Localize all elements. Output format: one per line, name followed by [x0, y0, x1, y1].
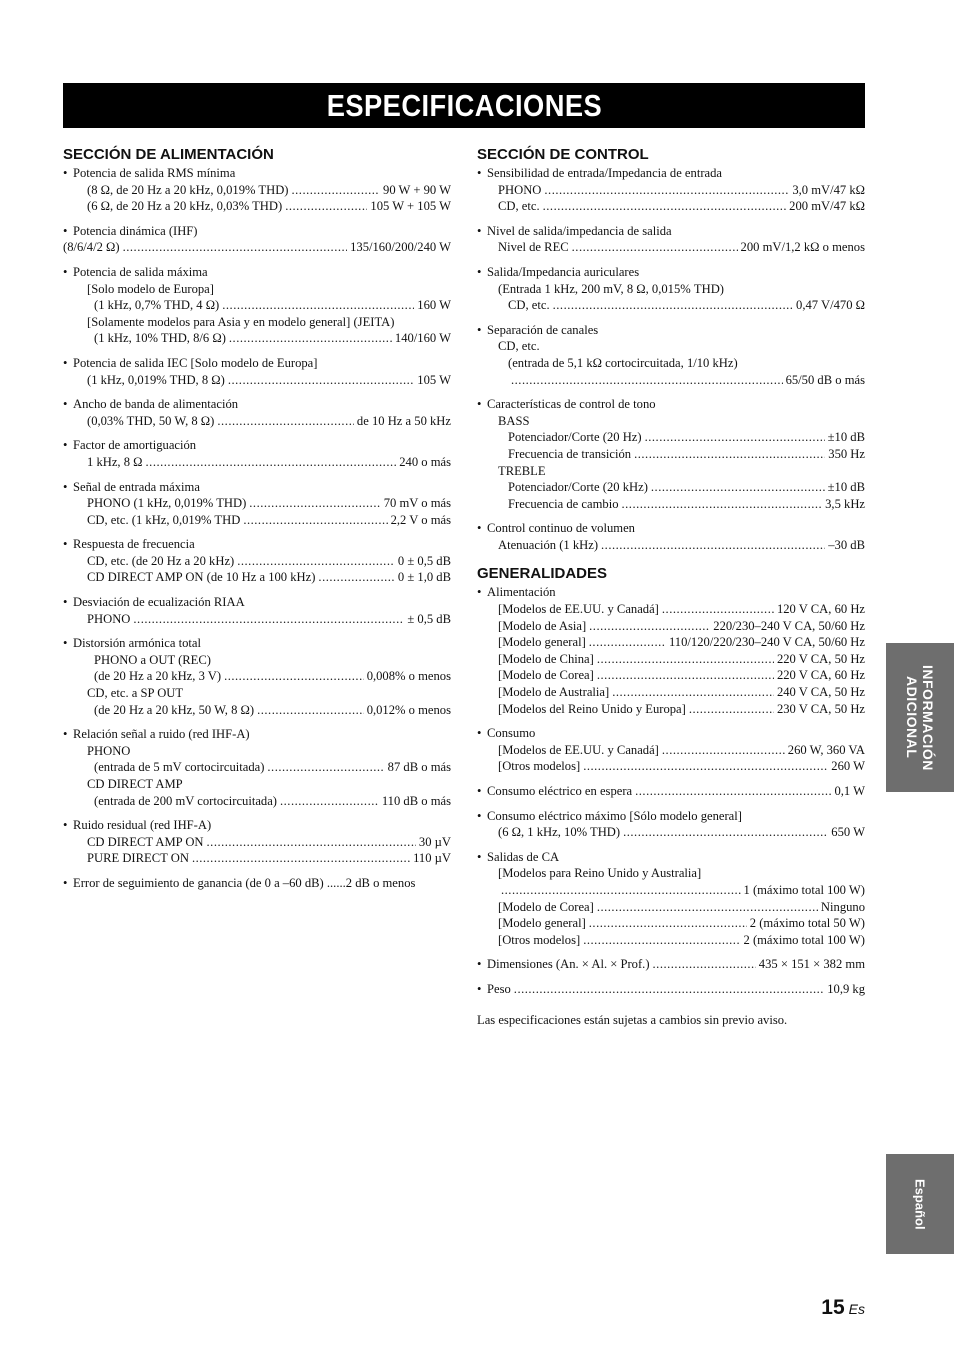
spec-line	[63, 239, 451, 256]
spec-line	[94, 297, 451, 314]
spec-line-label: [Modelo de Asia]	[498, 618, 587, 633]
dot-leader	[622, 496, 823, 513]
spec-line-label: CD, etc.	[508, 298, 550, 313]
dot-leader	[597, 899, 818, 916]
spec-line	[508, 446, 865, 463]
dot-leader	[280, 793, 379, 810]
dot-leader	[222, 297, 414, 314]
spec-item	[477, 725, 865, 775]
spec-item-label: • Señal de entrada máxima	[63, 479, 451, 496]
spec-item	[63, 396, 451, 429]
spec-line-label: (8/6/4/2 Ω)	[63, 240, 120, 255]
spec-line	[87, 281, 451, 298]
spec-line-label: (6 Ω, de 20 Hz a 20 kHz, 0,03% THD)	[87, 199, 283, 214]
side-tab-language-label: Español	[912, 1178, 928, 1230]
spec-line	[94, 668, 451, 685]
spec-line	[87, 413, 451, 430]
spec-item-label: • Potencia de salida IEC [Solo modelo de Europa]	[63, 355, 451, 372]
dot-leader	[553, 297, 793, 314]
dot-leader	[662, 742, 785, 759]
spec-line-value: 240 V CA, 50 Hz	[776, 685, 865, 700]
spec-line-label: PURE DIRECT ON	[87, 851, 189, 866]
spec-item-row	[477, 956, 865, 973]
spec-line-label: CD DIRECT AMP ON	[87, 834, 204, 849]
section-heading-power: SECCIÓN DE ALIMENTACIÓN	[63, 146, 274, 163]
dot-leader	[635, 783, 831, 800]
dot-leader	[544, 182, 789, 199]
spec-line	[87, 685, 451, 702]
spec-item-label: • Potencia de salida RMS mínima	[63, 165, 451, 182]
spec-line	[498, 338, 865, 355]
spec-line-label: (8 Ω, de 20 Hz a 20 kHz, 0,019% THD)	[87, 182, 289, 197]
left-column	[63, 146, 451, 900]
spec-line-label: [Otros modelos]	[498, 759, 581, 774]
spec-item	[477, 584, 865, 717]
spec-line	[498, 899, 865, 916]
spec-item-label: • Relación señal a ruido (red IHF-A)	[63, 726, 451, 743]
spec-line	[87, 372, 451, 389]
spec-line-label: (Entrada 1 kHz, 200 mV, 8 Ω, 0,015% THD)	[498, 281, 724, 296]
spec-line-value: 1 (máximo total 100 W)	[743, 882, 865, 897]
dot-leader	[511, 372, 783, 389]
spec-line-value: 110 dB o más	[381, 793, 451, 808]
spec-line-value: 240 o más	[399, 454, 451, 469]
page-number	[821, 1296, 865, 1320]
spec-line-value: 140/160 W	[394, 331, 451, 346]
spec-line	[87, 834, 451, 851]
spec-item-label: • Características de control de tono	[477, 396, 865, 413]
spec-line-label: Potenciador/Corte (20 kHz)	[508, 480, 648, 495]
spec-line-value: 220 V CA, 60 Hz	[776, 668, 865, 683]
spec-line	[498, 634, 865, 651]
spec-line-label: (6 Ω, 1 kHz, 10% THD)	[498, 825, 621, 840]
spec-line-value: 650 W	[831, 825, 865, 840]
dot-leader	[689, 701, 774, 718]
spec-line-label: [Modelo general]	[498, 916, 586, 931]
spec-item	[63, 264, 451, 347]
spec-line	[87, 512, 451, 529]
spec-line-label: BASS	[498, 413, 530, 428]
spec-item-label: • Consumo	[477, 725, 865, 742]
spec-item-label: • Consumo eléctrico máximo [Sólo modelo general]	[477, 808, 865, 825]
spec-line	[87, 314, 451, 331]
spec-line-value: 230 V CA, 50 Hz	[776, 701, 865, 716]
spec-item	[477, 956, 865, 973]
spec-line-label: (1 kHz, 0,019% THD, 8 Ω)	[87, 372, 225, 387]
spec-line-label: PHONO (1 kHz, 0,019% THD)	[87, 496, 247, 511]
spec-item-label: • Salida/Impedancia auriculares	[477, 264, 865, 281]
spec-list-control	[477, 165, 865, 553]
dot-leader	[589, 634, 666, 651]
spec-line-label: (de 20 Hz a 20 kHz, 50 W, 8 Ω)	[94, 702, 255, 717]
spec-item-label: • Consumo eléctrico en espera	[487, 784, 633, 798]
section-heading-general: GENERALIDADES	[477, 565, 608, 583]
spec-item	[63, 479, 451, 529]
dot-leader	[651, 479, 825, 496]
spec-line	[498, 742, 865, 759]
spec-line	[498, 932, 865, 949]
spec-line-value: 135/160/200/240 W	[350, 240, 451, 255]
spec-line	[94, 330, 451, 347]
dot-leader	[543, 198, 787, 215]
side-tab-additional-info[interactable]	[886, 643, 954, 792]
dot-leader	[207, 834, 416, 851]
dot-leader	[653, 956, 756, 973]
dot-leader	[612, 684, 774, 701]
spec-line	[508, 297, 865, 314]
spec-line-value: 160 W	[417, 298, 451, 313]
dot-leader	[589, 618, 710, 635]
spec-item-label: • Error de seguimiento de ganancia (de 0 a –60 dB) ......2 dB o menos	[63, 875, 451, 892]
spec-line-value: 90 W + 90 W	[383, 182, 451, 197]
spec-item-label: • Respuesta de frecuencia	[63, 536, 451, 553]
dot-leader	[224, 668, 364, 685]
spec-item	[477, 783, 865, 800]
spec-item	[63, 165, 451, 215]
spec-item-value: 10,9 kg	[827, 981, 865, 996]
spec-line	[498, 413, 865, 430]
spec-line-label: (entrada de 200 mV cortocircuitada)	[94, 793, 277, 808]
spec-item	[477, 520, 865, 553]
spec-item	[477, 849, 865, 949]
spec-line	[508, 496, 865, 513]
spec-line	[94, 759, 451, 776]
spec-line-label: (1 kHz, 10% THD, 8/6 Ω)	[94, 331, 226, 346]
spec-line-label: CD, etc.	[498, 339, 540, 354]
dot-leader	[645, 429, 825, 446]
spec-line	[508, 479, 865, 496]
spec-line-label: [Modelos de EE.UU. y Canadá]	[498, 742, 659, 757]
spec-line-label: CD, etc. (de 20 Hz a 20 kHz)	[87, 553, 235, 568]
spec-line-value: 0,47 V/470 Ω	[796, 298, 865, 313]
spec-line	[498, 865, 865, 882]
spec-line-value: 110 µV	[413, 851, 451, 866]
right-column	[477, 146, 865, 1028]
side-tab-additional-info-label: INFORMACIÓN ADICIONAL	[904, 664, 936, 771]
dot-leader	[285, 198, 367, 215]
spec-line-value: 70 mV o más	[383, 496, 451, 511]
spec-line-value: Ninguno	[820, 899, 865, 914]
spec-line	[87, 743, 451, 760]
spec-line-label: Frecuencia de cambio	[508, 496, 619, 511]
spec-item	[63, 817, 451, 867]
spec-line-label: [Modelo de Corea]	[498, 899, 594, 914]
dot-leader	[133, 611, 404, 628]
spec-line-label: (entrada de 5 mV cortocircuitada)	[94, 760, 265, 775]
spec-line	[508, 355, 865, 372]
spec-item	[63, 875, 451, 892]
spec-line	[498, 667, 865, 684]
disclaimer-note: Las especificaciones están sujetas a cambios sin previo aviso.	[477, 1012, 788, 1027]
spec-item-label: • Distorsión armónica total	[63, 635, 451, 652]
spec-item-label: • Factor de amortiguación	[63, 437, 451, 454]
spec-item	[63, 635, 451, 718]
spec-line-value: 220 V CA, 50 Hz	[776, 651, 865, 666]
dot-leader	[601, 537, 825, 554]
spec-line-value: ± 0,5 dB	[407, 611, 451, 626]
spec-line	[498, 684, 865, 701]
spec-line	[87, 850, 451, 867]
spec-line-value: 87 dB o más	[387, 760, 451, 775]
spec-item	[477, 322, 865, 388]
spec-item-row	[477, 981, 865, 998]
page-language-code: Es	[848, 1301, 865, 1317]
spec-line-label: Atenuación (1 kHz)	[498, 537, 599, 552]
spec-item	[477, 223, 865, 256]
spec-line-label: [Modelo general]	[498, 635, 586, 650]
spec-line	[87, 776, 451, 793]
spec-line-value: 350 Hz	[828, 446, 865, 461]
spec-line-value: de 10 Hz a 50 kHz	[356, 413, 451, 428]
spec-item-label: • Ruido residual (red IHF-A)	[63, 817, 451, 834]
spec-line-label: Nivel de REC	[498, 240, 569, 255]
spec-item	[477, 808, 865, 841]
spec-item	[63, 223, 451, 256]
spec-line	[87, 569, 451, 586]
spec-line	[498, 182, 865, 199]
spec-line-label: [Modelo de Corea]	[498, 668, 594, 683]
spec-item-value: 435 × 151 × 382 mm	[758, 957, 865, 972]
spec-line	[94, 702, 451, 719]
spec-line	[498, 537, 865, 554]
spec-line-value: –30 dB	[828, 537, 865, 552]
spec-line	[508, 372, 865, 389]
side-tab-language[interactable]	[886, 1154, 954, 1254]
spec-line-label: (1 kHz, 0,7% THD, 4 Ω)	[94, 298, 220, 313]
dot-leader	[589, 915, 747, 932]
page-number-value: 15	[821, 1296, 845, 1319]
spec-item-label: • Desviación de ecualización RIAA	[63, 594, 451, 611]
spec-line-label: (0,03% THD, 50 W, 8 Ω)	[87, 413, 215, 428]
dot-leader	[318, 569, 394, 586]
spec-list-general	[477, 584, 865, 997]
spec-line-value: 3,0 mV/47 kΩ	[792, 182, 865, 197]
dot-leader	[623, 824, 828, 841]
spec-line	[508, 429, 865, 446]
spec-line-label: CD DIRECT AMP	[87, 777, 183, 791]
spec-line-label: [Otros modelos]	[498, 932, 581, 947]
spec-line-label: CD, etc.	[498, 199, 540, 214]
spec-item-label: • Dimensiones (An. × Al. × Prof.)	[487, 957, 650, 972]
spec-line	[87, 553, 451, 570]
dot-leader	[501, 882, 741, 899]
spec-line-value: 260 W, 360 VA	[787, 742, 865, 757]
spec-line-value: 220/230–240 V CA, 50/60 Hz	[713, 618, 865, 633]
spec-line-value: 105 W	[417, 372, 451, 387]
dot-leader	[597, 651, 774, 668]
page-title: ESPECIFICACIONES	[326, 87, 602, 123]
spec-line-label: [Modelos de EE.UU. y Canadá]	[498, 602, 659, 617]
dot-leader	[228, 372, 414, 389]
spec-item-label: • Sensibilidad de entrada/Impedancia de entrada	[477, 165, 865, 182]
spec-line	[498, 882, 865, 899]
spec-line-label: [Modelos del Reino Unido y Europa]	[498, 701, 686, 716]
spec-line-label: [Solamente modelos para Asia y en modelo general] (JEITA)	[87, 314, 395, 329]
spec-line	[498, 701, 865, 718]
spec-line-label: PHONO	[87, 611, 131, 626]
spec-line	[498, 239, 865, 256]
dot-leader	[217, 413, 354, 430]
spec-line-value: 0 ± 1,0 dB	[397, 570, 451, 585]
spec-line-value: 2 (máximo total 50 W)	[749, 916, 865, 931]
spec-line	[87, 182, 451, 199]
spec-line	[498, 915, 865, 932]
spec-item	[63, 594, 451, 627]
section-heading-control: SECCIÓN DE CONTROL	[477, 146, 649, 163]
page-title-bar	[63, 83, 865, 128]
spec-line-value: 260 W	[831, 759, 865, 774]
spec-line	[498, 601, 865, 618]
dot-leader	[583, 758, 828, 775]
spec-line-label: (de 20 Hz a 20 kHz, 3 V)	[94, 669, 222, 684]
spec-line-value: 0,012% o menos	[366, 702, 451, 717]
spec-line-value: 3,5 kHz	[825, 496, 865, 511]
spec-item-label: • Peso	[487, 981, 511, 996]
dot-leader	[292, 182, 381, 199]
spec-line-value: 120 V CA, 60 Hz	[776, 602, 865, 617]
spec-line-label: (entrada de 5,1 kΩ cortocircuitada, 1/10 kHz)	[508, 355, 738, 370]
spec-list-power	[63, 165, 451, 892]
spec-line-label: [Modelo de China]	[498, 651, 594, 666]
spec-line-value: 2 (máximo total 100 W)	[743, 932, 865, 947]
spec-item-label: • Salidas de CA	[477, 849, 865, 866]
spec-line-value: 65/50 dB o más	[785, 372, 865, 387]
spec-line-label: PHONO	[498, 182, 542, 197]
spec-line-label: Frecuencia de transición	[508, 446, 632, 461]
dot-leader	[237, 553, 395, 570]
spec-line	[87, 198, 451, 215]
spec-item	[63, 726, 451, 809]
spec-item	[477, 396, 865, 512]
dot-leader	[123, 239, 348, 256]
dot-leader	[572, 239, 738, 256]
spec-line-value: ±10 dB	[827, 480, 865, 495]
spec-line-label: 1 kHz, 8 Ω	[87, 454, 143, 469]
spec-item-label: • Control continuo de volumen	[477, 520, 865, 537]
spec-line	[498, 198, 865, 215]
spec-item-label: • Ancho de banda de alimentación	[63, 396, 451, 413]
dot-leader	[267, 759, 384, 776]
spec-line-value: 2,2 V o más	[390, 512, 451, 527]
dot-leader	[229, 330, 392, 347]
spec-line	[498, 463, 865, 480]
dot-leader	[662, 601, 774, 618]
spec-item-label: • Separación de canales	[477, 322, 865, 339]
spec-line-label: CD, etc. (1 kHz, 0,019% THD	[87, 512, 241, 527]
spec-item	[477, 981, 865, 998]
spec-item	[63, 437, 451, 470]
spec-line-value: ±10 dB	[827, 430, 865, 445]
spec-item	[477, 264, 865, 314]
spec-line-label: [Modelo de Australia]	[498, 685, 610, 700]
spec-item-label: • Alimentación	[477, 584, 865, 601]
spec-line	[498, 824, 865, 841]
spec-line-label: PHONO	[87, 743, 131, 758]
spec-item-label: • Potencia dinámica (IHF)	[63, 223, 451, 240]
spec-line	[87, 495, 451, 512]
spec-item-row	[477, 783, 865, 800]
spec-item	[477, 165, 865, 215]
dot-leader	[257, 702, 364, 719]
dot-leader	[146, 454, 397, 471]
spec-item-label: • Potencia de salida máxima	[63, 264, 451, 281]
spec-line-value: 30 µV	[418, 834, 451, 849]
dot-leader	[243, 512, 387, 529]
spec-line-value: 200 mV/1,2 kΩ o menos	[740, 240, 865, 255]
spec-item-value: 0,1 W	[834, 784, 865, 798]
spec-line	[87, 611, 451, 628]
dot-leader	[249, 495, 380, 512]
spec-line	[94, 793, 451, 810]
spec-line	[87, 454, 451, 471]
spec-line	[498, 758, 865, 775]
spec-line-label: CD DIRECT AMP ON (de 10 Hz a 100 kHz)	[87, 570, 316, 585]
dot-leader	[514, 981, 824, 998]
spec-line	[498, 651, 865, 668]
spec-line	[498, 281, 865, 298]
dot-leader	[597, 667, 774, 684]
spec-line-value: 0 ± 0,5 dB	[397, 553, 451, 568]
spec-line-value: 0,008% o menos	[366, 669, 451, 684]
spec-line-label: [Solo modelo de Europa]	[87, 281, 214, 296]
spec-line-value: 110/120/220/230–240 V CA, 50/60 Hz	[668, 635, 865, 650]
spec-line	[498, 618, 865, 635]
spec-item-label: • Nivel de salida/impedancia de salida	[477, 223, 865, 240]
spec-line	[94, 652, 451, 669]
dot-leader	[192, 850, 410, 867]
spec-line-label: [Modelos para Reino Unido y Australia]	[498, 866, 702, 881]
dot-leader	[634, 446, 825, 463]
spec-line-label: CD, etc. a SP OUT	[87, 686, 184, 701]
spec-line-label: TREBLE	[498, 463, 546, 478]
spec-line-label: Potenciador/Corte (20 Hz)	[508, 430, 642, 445]
spec-item	[63, 536, 451, 586]
spec-item	[63, 355, 451, 388]
spec-line-label: PHONO a OUT (REC)	[94, 652, 211, 667]
spec-line-value: 200 mV/47 kΩ	[789, 199, 865, 214]
dot-leader	[583, 932, 740, 949]
spec-line-value: 105 W + 105 W	[370, 199, 451, 214]
